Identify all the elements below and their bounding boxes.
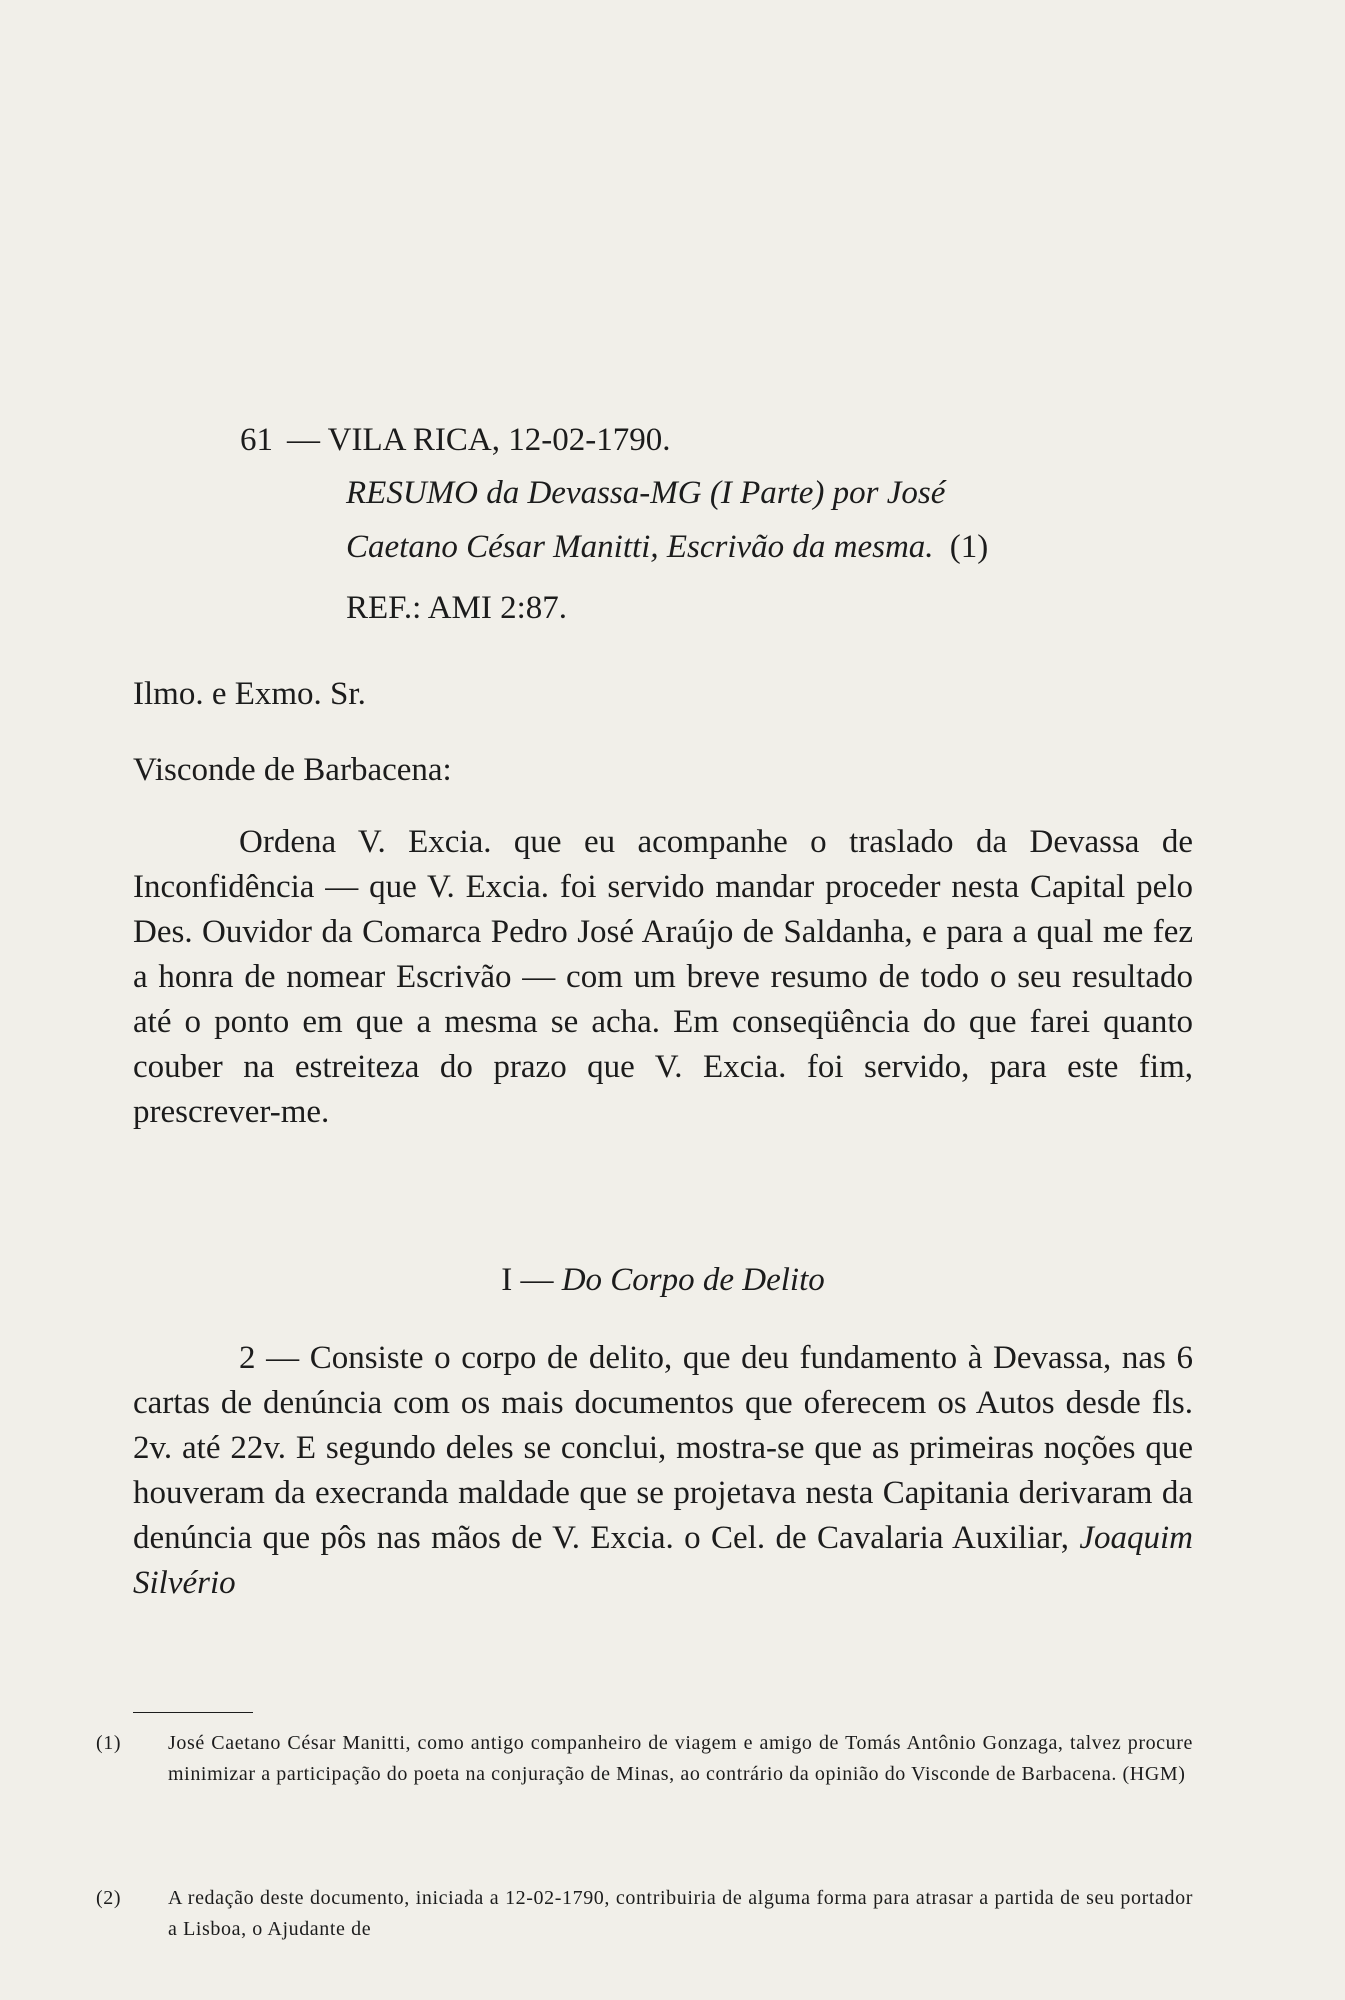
salutation-line-2: Visconde de Barbacena: <box>133 752 452 788</box>
document-number: 61 <box>240 422 273 458</box>
paragraph-2-text: 2 — Consiste o corpo de delito, que deu fundamento à Devassa, nas 6 cartas de denúncia com os mais documentos que oferecem os Autos desde fls. 2v. até 22v. E segundo deles se conclui, mostra-se que as primeiras noções que houveram da execranda maldade que se projetava nesta Capitania derivaram da denúncia que pôs nas mãos de V. Excia. o Cel. de Cavalaria Auxiliar, <box>133 1340 1193 1556</box>
salutation-line-1: Ilmo. e Exmo. Sr. <box>133 676 366 712</box>
footnote-1 <box>96 1728 1193 1790</box>
document-header <box>240 418 1200 630</box>
document-title <box>240 418 1200 462</box>
summary-footnote-mark: (1) <box>949 529 989 565</box>
paragraph-1: Ordena V. Excia. que eu acompanhe o traslado da Devassa de Inconfidência — que V. Excia. foi servido mandar proceder nesta Capital pelo Des. Ouvidor da Comarca Pedro José Araújo de Saldanha, e para a qual me fez a honra de nomear Escrivão — com um breve resumo de todo o seu resultado até o ponto em que a mesma se acha. Em conseqüência do que farei quanto couber na estreiteza do prazo que V. Excia. foi servido, para este fim, prescrever-me. <box>133 824 1193 1130</box>
paragraph-2-italic-name: Joaquim Silvério <box>133 1520 1194 1601</box>
footnote-2 <box>96 1883 1193 1945</box>
section-heading <box>133 1262 1193 1299</box>
summary-line-2 <box>346 524 1200 570</box>
footnote-1-text: José Caetano César Manitti, como antigo companheiro de viagem e amigo de Tomás Antônio Gonzaga, talvez procure minimizar a participação do poeta na conjuração de Minas, ao contrário da opinião do Visconde de Barbacena. (HGM) <box>168 1732 1193 1785</box>
footnote-divider <box>133 1712 253 1713</box>
section-number: I — <box>501 1262 554 1298</box>
section-title: Do Corpo de Delito <box>561 1262 825 1298</box>
footnote-2-mark: (2) <box>96 1887 122 1909</box>
footnote-1-mark: (1) <box>96 1732 122 1754</box>
paragraph-2 <box>133 1336 1193 1606</box>
reference-line: REF.: AMI 2:87. <box>346 590 568 626</box>
footnote-2-text: A redação deste documento, iniciada a 12-02-1790, contribuiria de alguma forma para atrasar a partida de seu portador a Lisboa, o Ajudante de <box>168 1887 1193 1940</box>
summary-line-2-text: Caetano César Manitti, Escrivão da mesma. <box>346 529 934 565</box>
document-title-text: — VILA RICA, 12-02-1790. <box>287 422 671 458</box>
summary-line-1: RESUMO da Devassa-MG (I Parte) por José <box>346 475 946 511</box>
